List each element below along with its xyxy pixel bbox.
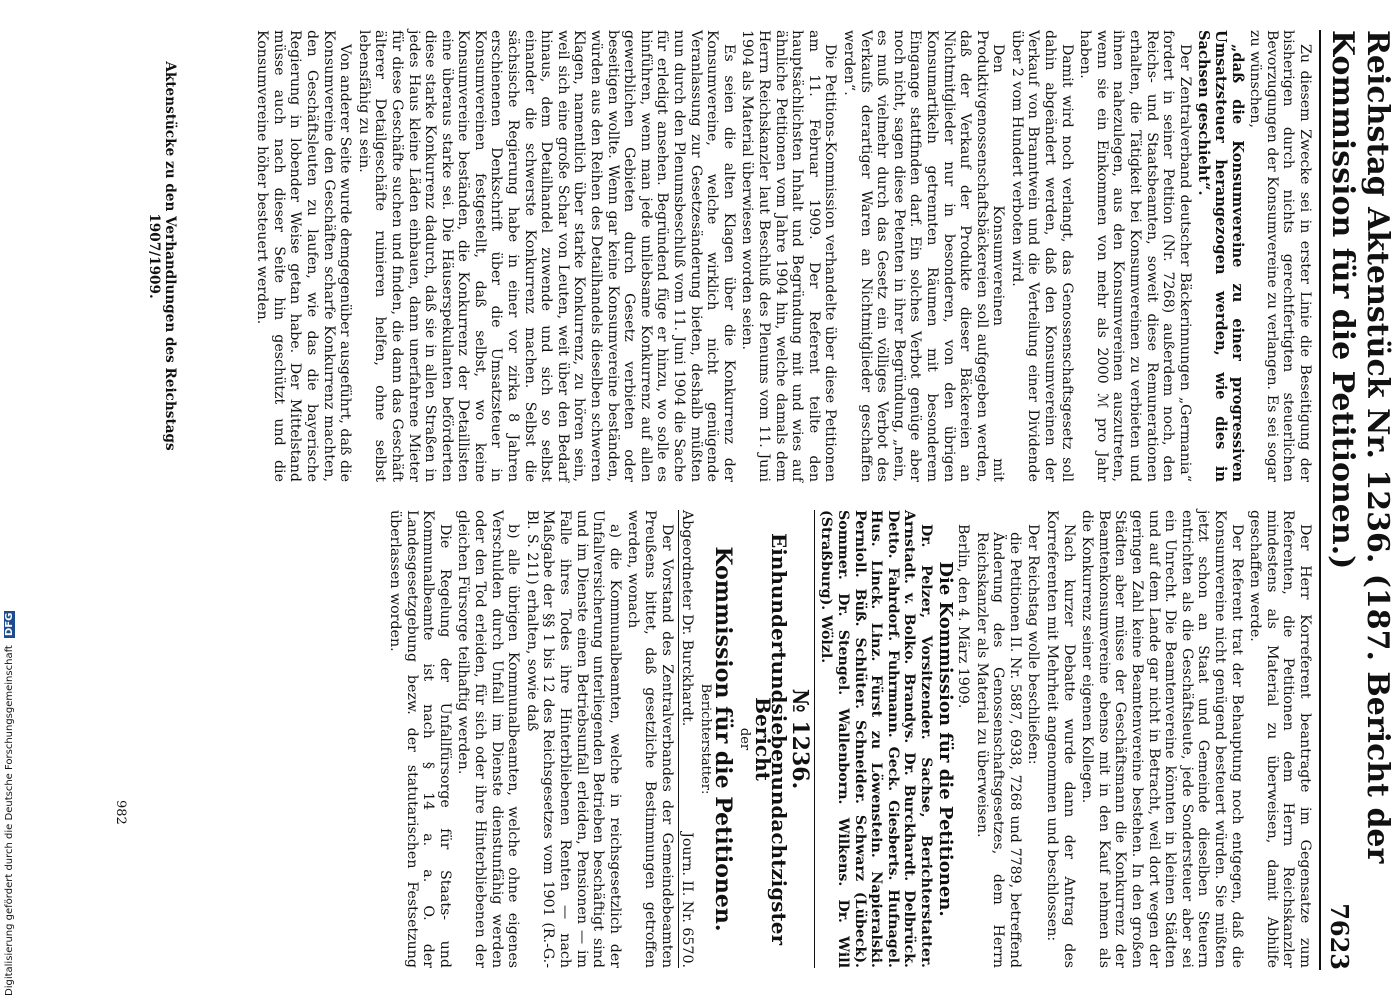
footer-note: Aktenstücke zu den Verhandlungen des Reichstags 1907/1909.	[146, 61, 178, 451]
header-page-number: 7623	[1325, 903, 1354, 970]
report-subtitle: Kommission für die Petitionen.	[710, 546, 737, 932]
paragraph: Der Referent trat der Behauptung noch entgegen, daß die Konsumvereine nicht genügend besteuert würden. Sie müßten jetzt schon an Staat und Gemeinde dieselben Steuern entrichten als die Geschäftsleute, jede Sondersteuer aber sei ein Unrecht. Die Beamtenvereine könnten in kleinen Städten und auf dem Lande gar nicht in Betracht, weil dort wegen der geringen Zahl keine Beamtenvereine bestehen. In den großen Städten aber müsse der Geschäftsmann die Konkurrenz der Beamtenkonsumvereine ebenso mit in den Kauf nehmen als die Konkurrenz seiner eigenen Kollegen.	[1079, 510, 1245, 968]
members-list: Dr. Pelzer, Vorsitzender. Sachse, Berichterstatter. Arnstadt. v. Bolko. Brandys. Dr. Burckhardt. Delbrück. Detto. Fahrdorf. Fuhrmann. Geck. Giesberts. Hufnagel. Hus. Linck. Linz. Fürst zu Löwenstein. Napieralski. Pernioll. Büß. Schlüter. Schneider. Schwarz (Lübeck). Sommer. Dr. Stengel. Wallenborn. Wilkens. Dr. Will (Straßburg). Wölzl.	[818, 510, 934, 968]
page-number: 982	[113, 800, 128, 825]
reporter-label: Berichterstatter:	[697, 683, 713, 795]
paragraph: Der Vorstand des Zentralverbandes der Gemeindebeamten Preußens bittet, daß gesetzliche Bestimmungen getroffen werden, wonach	[625, 510, 675, 968]
report-title: Einhundertundsiebenundachtzigster Bericht	[750, 532, 792, 946]
list-item: a) die Kommunalbeamten, welche in reichsgesetzlich der Unfallversicherung unterliegenden Betrieben beschäftigt sind und im Dienste einen Betriebsunfall erleiden, Pensionen — im Falle ihres Todes ihre Hinterbliebenen Renten — nach Maßgabe der §§ 1 bis 12 des Reichsgesetzes vom 1901 (R.-G.-Bl. S. 211) erhalten, sowie daß	[523, 510, 623, 968]
paragraph: Zu diesem Zwecke sei in erster Linie die Beseitigung der bisherigen durch nichts gerechtfertigten steuerlichen Bevorzugungen der Konsumvereine zu verlangen. Es sei sogar zu wünschen,	[1247, 30, 1313, 482]
document-number: № 1236.	[786, 688, 813, 790]
reporter-line	[678, 510, 696, 968]
date-line: Berlin, den 4. März 1909.	[955, 524, 972, 709]
paragraph: Den Konsumvereinen mit Produktivgenossenschaftsbäckereien soll aufgegeben werden, daß der Verkauf der Produkte dieser Bäckereien an Nichtmitglieder nur in besonderen, von den übrigen Konsumartikeln getrennten Räumen mit besonderem Eingange stattfinden darf. Ein solches Verbot genüge aber noch nicht, sagen diese Petenten in ihrer Begründung, „nein, es muß vielmehr durch das Gesetz ein völliges Verbot des Verkaufs derartiger Waren an Nichtmitglieder geschaffen werden“.	[840, 30, 1007, 482]
paragraph: Nach kurzer Debatte wurde dann der Antrag des Korreferenten mit Mehrheit angenommen und beschlossen:	[1044, 510, 1077, 968]
page-header	[1319, 30, 1395, 970]
side-note-strip	[0, 0, 20, 1000]
column-left	[252, 30, 1313, 482]
list-item: b) alle übrigen Kommunalbeamten, welche ohne eigenes Verschulden durch Unfall im Dienste dienstunfähig werden oder den Tod erleiden, für sich oder ihre Hinterbliebenen der gleichen Fürsorge teilhaftig werden.	[455, 510, 522, 968]
resolution: die Petitionen II. Nr. 5887, 6938, 7268 und 7789, betreffend Änderung des Genossenschaftsgesetzes, dem Herrn Reichskanzler als Material zu überweisen.	[973, 532, 1023, 968]
report-title-der: der	[737, 727, 752, 751]
paragraph: Der Reichstag wolle beschließen:	[1025, 524, 1042, 765]
side-note: Digitalisierung gefördert durch die Deutsche Forschungsgemeinschaft	[4, 645, 15, 996]
journal-number: Journ. II. Nr. 6570.	[679, 832, 696, 968]
paragraph: Der Herr Korreferent beantragte im Gegensatze zum Referenten, die Petitionen dem Herrn Reichskanzler mindestens als Material zu überweisen, damit Abhilfe geschaffen werde.	[1247, 510, 1313, 968]
quote: „daß die Konsumvereine zu einer progressiven Umsatzsteuer herangezogen werden, wie dies in Sachsen geschieht“.	[1195, 30, 1246, 482]
column-right	[385, 510, 1313, 968]
commission-title: Die Kommission für die Petitionen.	[934, 561, 956, 917]
paragraph: Es seien die alten Klagen über die Konkurrenz der Konsumvereine, welche wirklich nicht genügende Veranlassung zur Gesetzesänderung bieten, deshalb müßten nun durch den Plenumsbeschluß vom 11. Juni 1904 die Sache für erledigt ansehen. Begründend füge er hinzu, wo solle es hinführen, wenn man jede unliebsame Konkurrenz auf allen gewerblichen Gebieten durch Gesetz verbieten oder beseitigen wollte. Wenn gar keine Konsumvereine beständen, würden aus den Reihen des Detailhandels dieselben schweren Klagen, namentlich über starke Konkurrenz, zu hören sein, weil sich eine große Schar von Leuten, weit über den Bedarf hinaus, dem Detailhandel zuwende und sich so selbst einander die schwerste Konkurrenz machen. Selbst die sächsische Regierung habe in einer vor zirka 8 Jahren erschienenen Denkschrift über die Umsatzsteuer in Konsumvereinen festgestellt, daß selbst, wo keine Konsumvereine beständen, die Konkurrenz der Detaillisten eine überaus starke sei. Die Häuserspekulanten beförderten diese starke Konkurrenz dadurch, daß sie in allen Straßen in jedes Haus kleine Läden einbauen, dann unerfahrene Mieter für diese Geschäfte suchen und finden, die dann das Geschäft älterer Detailgeschäfte ruinieren helfen, ohne selbst lebensfähig zu sein.	[355, 30, 737, 482]
paragraph: Der Zentralverband deutscher Bäckerinnungen „Germania“ fordert in seiner Petition (Nr. 7268) außerdem noch, den Reichs- und Staatsbeamten, soweit diese Remunerationen erhalten, die Tätigkeit bei Konsumvereinen zu verbieten und ihnen nahezulegen, aus den Konsumvereinen auszutreten, wenn sie ein Einkommen von mehr als 2000 ℳ pro Jahr haben.	[1077, 30, 1193, 482]
paragraph: Damit wird noch verlangt, das Genossenschaftsgesetz soll dahin abgeändert werden, daß den Konsumvereinen der Verkauf von Branntwein und die Verteilung einer Dividende über 2 vom Hundert verboten wird.	[1008, 30, 1075, 482]
divider	[814, 510, 815, 968]
dfg-logo: DFG	[4, 612, 15, 636]
header-title: Reichstag Aktenstück Nr. 1236. (187. Bericht der Kommission für die Petitionen.)	[1325, 30, 1395, 864]
reporter-name: Abgeordneter Dr. Burckhardt.	[679, 510, 696, 727]
paragraph: Die Regelung der Unfallfürsorge für Staats- und Kommunalbeamte ist nach § 14 a. a. O. der Landesgesetzgebung bezw. der statutarischen Festsetzung überlassen worden.	[387, 510, 453, 968]
paragraph: Die Petitions-Kommission verhandelte über diese Petitionen am 11. Februar 1909. Der Referent teilte den hauptsächlichsten Inhalt und Begründung mit und wies auf ähnliche Petitionen vom Jahre 1904 hin, welche damals dem Herrn Reichskanzler laut Beschluß des Plenums vom 11. Juni 1904 als Material überwiesen worden seien.	[739, 30, 839, 482]
paragraph: Von anderer Seite wurde demgegenüber ausgeführt, daß die Konsumvereine den Geschäften scharfe Konkurrenz machten, den Geschäftsleuten zu laufen, wie das die bayerische Regierung in lobender Weise getan habe. Der Mittelstand müsse auch nach dieser Seite hin geschützt und die Konsumvereine höher besteuert werden.	[254, 30, 354, 482]
